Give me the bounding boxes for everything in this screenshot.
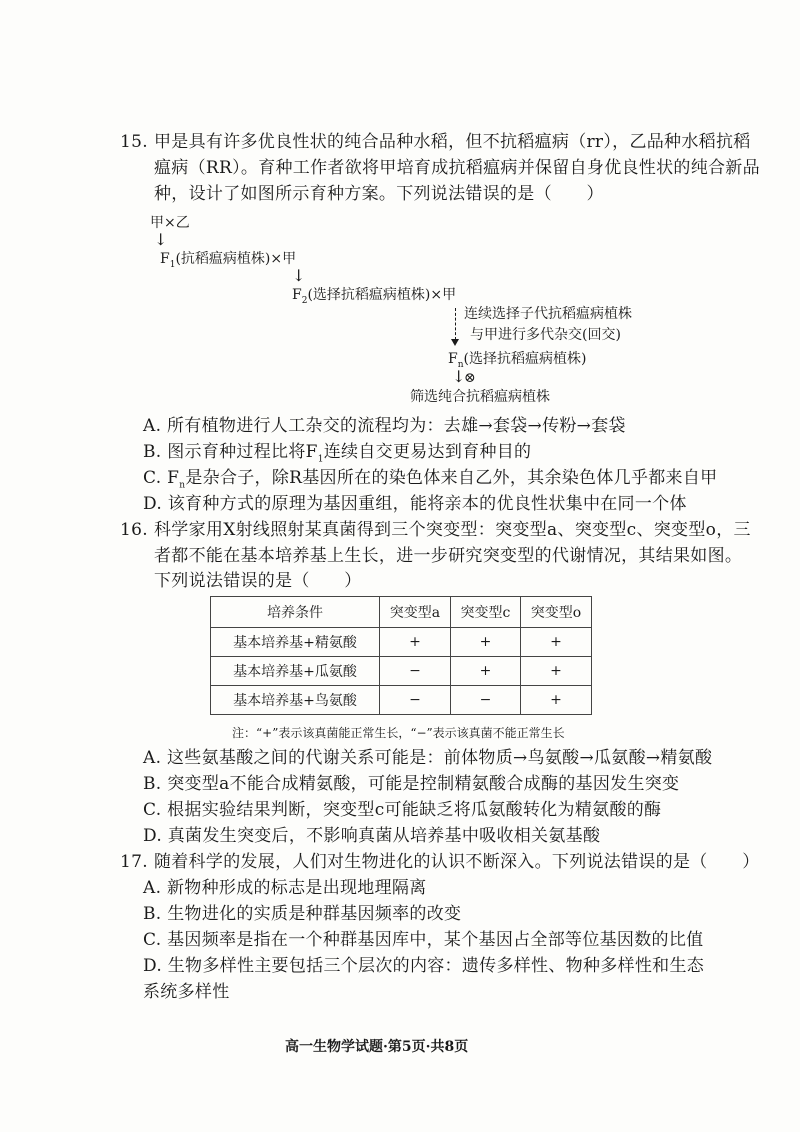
table-header: 培养条件 [211,597,380,628]
q17-option-c: C. 基因频率是指在一个种群基因库中，某个基因占全部等位基因数的比值 [143,930,704,950]
q15-option-d: D. 该育种方式的原理为基因重组，能将亲本的优良性状集中在同一个体 [143,494,687,514]
table-header-row [211,597,592,628]
table-cell: + [450,657,520,686]
q16-option-c: C. 根据实验结果判断，突变型c可能缺乏将瓜氨酸转化为精氨酸的酶 [143,800,662,820]
diagram-fn: $F_n$(选择抗稻瘟病植株) [448,351,587,370]
table-cell: + [521,657,592,686]
table-row [211,686,592,715]
table-cell: + [521,686,592,715]
q15-stem-line-1: 15. 甲是具有许多优良性状的纯合品种水稻，但不抗稻瘟病（rr），乙品种水稻抗稻 [120,132,751,152]
table-cell: 基本培养基+瓜氨酸 [211,657,380,686]
table-cell: + [521,628,592,657]
table-cell: − [450,686,520,715]
table-cell: − [380,657,451,686]
q17-option-d-continued: 系统多样性 [143,982,230,1002]
q16-stem-line-1: 16. 科学家用X射线照射某真菌得到三个突变型：突变型a、突变型c、突变型o，三 [120,520,751,540]
q17-option-b: B. 生物进化的实质是种群基因频率的改变 [143,904,462,924]
q16-number: 16. [120,520,148,540]
table-header: 突变型o [521,597,592,628]
arrow-down-icon: ↓ [292,266,306,285]
q15-option-a: A. 所有植物进行人工杂交的流程均为：去雄→套袋→传粉→套袋 [143,416,626,436]
q15-option-b: B. 图示育种过程比将$F_1$连续自交更易达到育种目的 [143,442,532,465]
q16-option-d: D. 真菌发生突变后，不影响真菌从培养基中吸收相关氨基酸 [143,826,601,846]
table-cell: − [380,686,451,715]
table-note: 注：“+”表示该真菌能正常生长，“−”表示该真菌不能正常生长 [232,726,565,740]
q17-option-d: D. 生物多样性主要包括三个层次的内容：遗传多样性、物种多样性和生态 [143,956,705,976]
q17-option-a: A. 新物种形成的标志是出现地理隔离 [143,878,427,898]
q16-stem-line-3: 下列说法错误的是（ ） [154,571,362,591]
q16-stem-line-2: 者都不能在基本培养基上生长，进一步研究突变型的代谢情况，其结果如图。 [154,546,743,566]
q15-number: 15. [120,132,148,152]
diagram-loop-line-2: 与甲进行多代杂交(回交) [470,327,621,343]
page-footer: 高一生物学试题·第5页·共8页 [285,1039,469,1055]
arrow-down-icon: ↓ [154,230,168,249]
table-row [211,657,592,686]
table-cell: 基本培养基+精氨酸 [211,628,380,657]
diagram-cross: 甲×乙 [150,215,190,231]
q16-option-b: B. 突变型a不能合成精氨酸，可能是控制精氨酸合成酶的基因发生突变 [143,774,680,794]
diagram-f2: $F_2$(选择抗稻瘟病植株)×甲 [292,287,457,306]
q17-number: 17. [120,852,148,872]
diagram-final: 筛选纯合抗稻瘟病植株 [410,389,550,405]
q17-stem: 17. 随着科学的发展，人们对生物进化的认识不断深入。下列说法错误的是（ ） [120,852,760,872]
q15-option-c: C. $F_n$是杂合子，除R基因所在的染色体来自乙外，其余染色体几乎都来自甲 [143,468,718,491]
results-table [210,596,592,715]
table-cell: + [380,628,451,657]
table-header: 突变型a [380,597,451,628]
self-cross-icon: ⊗ [464,370,476,386]
diagram-f1: $F_1$(抗稻瘟病植株)×甲 [160,251,297,270]
table-row [211,628,592,657]
q15-stem-line-2: 瘟病（RR）。育种工作者欲将甲培育成抗稻瘟病并保留自身优良性状的纯合新品 [154,158,760,178]
arrow-down-icon: ↓ [452,367,466,386]
dashed-arrow-icon [455,308,456,340]
table-header: 突变型c [450,597,520,628]
q16-option-a: A. 这些氨基酸之间的代谢关系可能是：前体物质→鸟氨酸→瓜氨酸→精氨酸 [143,748,713,768]
table-cell: 基本培养基+鸟氨酸 [211,686,380,715]
q15-stem-line-3: 种，设计了如图所示育种方案。下列说法错误的是（ ） [154,184,604,204]
table-cell: + [450,628,520,657]
diagram-loop-line-1: 连续选择子代抗稻瘟病植株 [464,306,632,322]
